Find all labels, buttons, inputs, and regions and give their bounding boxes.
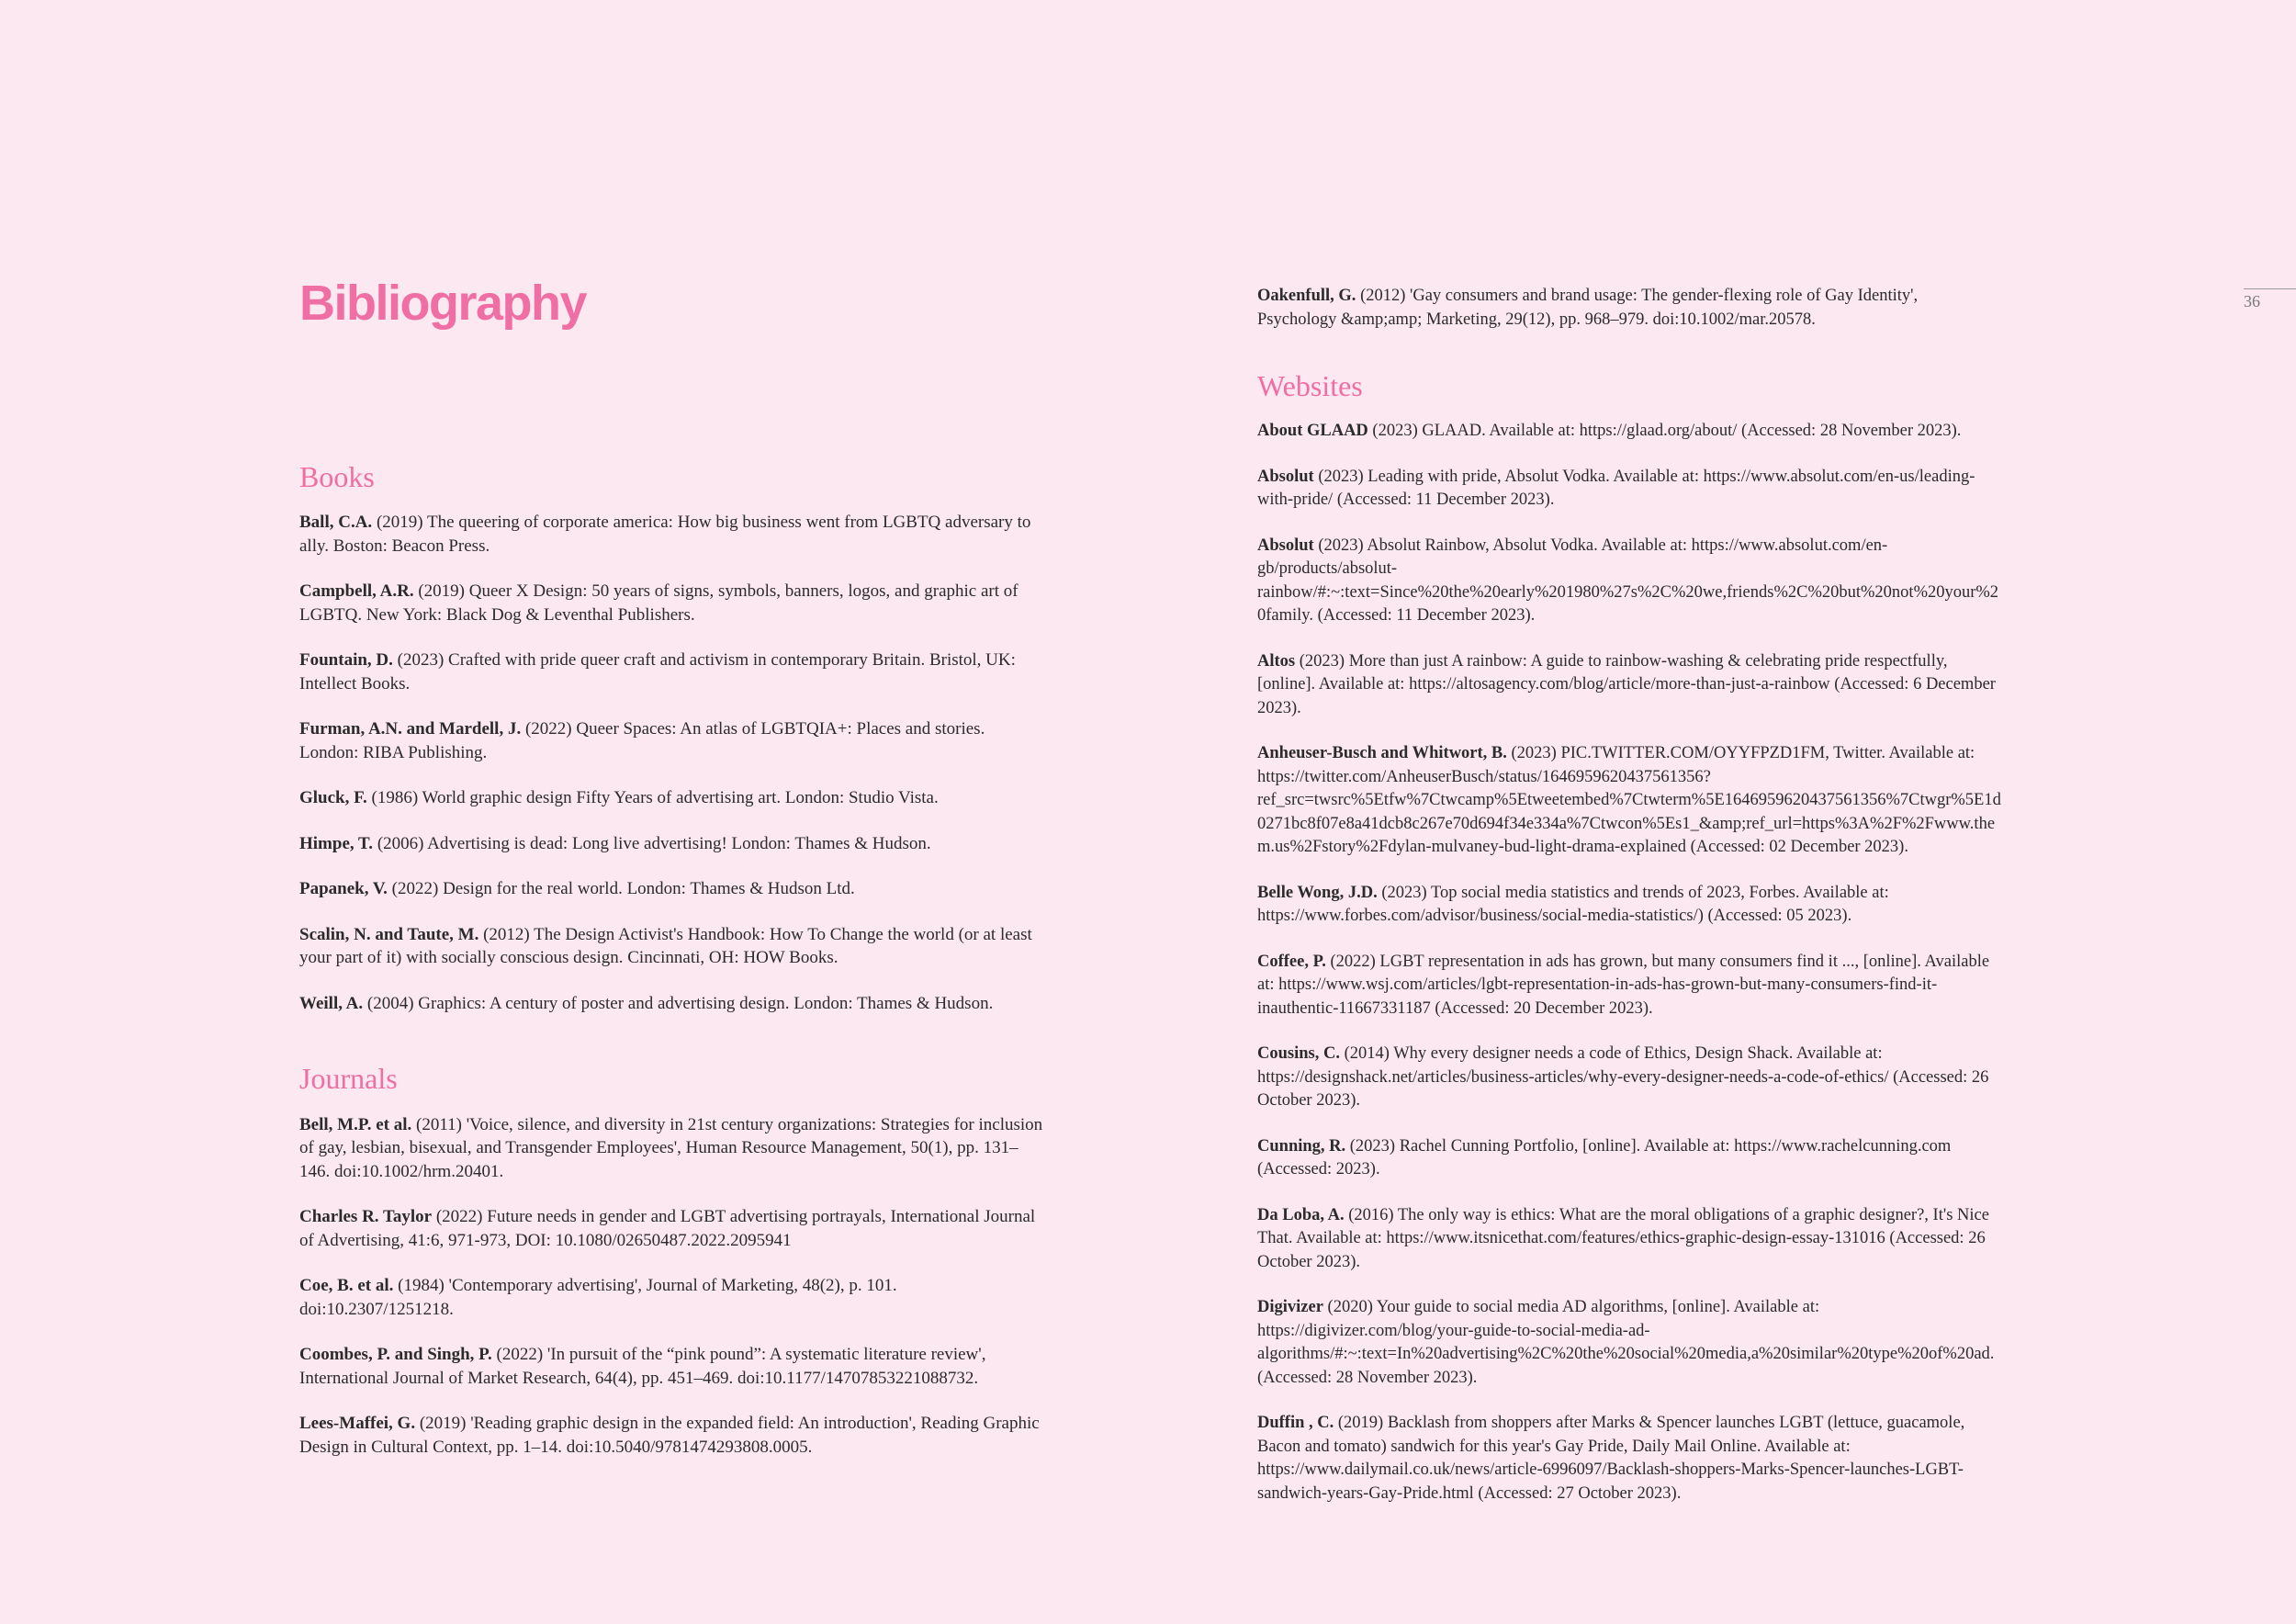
entry-author: Absolut bbox=[1257, 467, 1314, 486]
journals-continued-list bbox=[1257, 285, 2001, 332]
entry-author: Weill, A. bbox=[299, 993, 364, 1013]
entry-details: (2022) Queer Spaces: An atlas of LGBTQIA+: Places and stories. London: RIBA Publishing. bbox=[299, 719, 985, 762]
bibliography-entry bbox=[299, 786, 1043, 810]
entry-details: (2022) Future needs in gender and LGBT advertising portrayals, International Journal of Advertising, 41:6, 971-973, DOI: 10.1080/02650487.2022.2095941 bbox=[299, 1207, 1036, 1250]
entry-author: Altos bbox=[1257, 651, 1296, 671]
bibliography-entry bbox=[299, 877, 1043, 901]
bibliography-entry bbox=[299, 923, 1043, 970]
page-title: Bibliography bbox=[299, 276, 587, 331]
bibliography-entry bbox=[1257, 650, 2001, 721]
page-number-rule bbox=[2244, 288, 2296, 289]
bibliography-entry bbox=[299, 1412, 1043, 1459]
bibliography-entry bbox=[1257, 1043, 2001, 1113]
bibliography-entry bbox=[299, 832, 1043, 856]
bibliography-entry bbox=[1257, 420, 2001, 444]
entry-details: (2006) Advertising is dead: Long live advertising! London: Thames & Hudson. bbox=[373, 833, 931, 853]
bibliography-entry bbox=[1257, 882, 2001, 929]
bibliography-entry bbox=[299, 511, 1043, 558]
websites-heading: Websites bbox=[1257, 369, 1363, 402]
entry-details: (2022) 'In pursuit of the “pink pound”: A systematic literature review', International Journal of Market Research, 64(4), pp. 451–469. doi:10.1177/14707853221088732. bbox=[299, 1345, 986, 1388]
entry-details: (2023) More than just A rainbow: A guide to rainbow-washing & celebrating pride respectfully, [online]. Available at: https://altosagency.com/blog/article/more-than-just-a-rainbow (Accessed: 6 December 2023). bbox=[1257, 651, 1996, 717]
entry-details: (2014) Why every designer needs a code of Ethics, Design Shack. Available at: https://designshack.net/articles/business-articles/why-every-designer-needs-a-code-of-ethics/ (Accessed: 26 October 2023). bbox=[1257, 1044, 1989, 1111]
bibliography-entry bbox=[1257, 466, 2001, 513]
entry-author: Lees-Maffei, G. bbox=[299, 1414, 416, 1434]
entry-details: (2023) PIC.TWITTER.COM/OYYFPZD1FM, Twitter. Available at: https://twitter.com/AnheuserBusch/status/1646959620437561356?ref_src=twsrc%5Etfw%7Ctwcamp%5Etweetembed%7Ctwterm%5E1646959620437561356%7Ctwgr%5E1d0271bc8f07e8a41dcb8c267e70d694f34e334a%7Ctwcon%5Es1_&amp;ref_url=https%3A%2F%2Fwww.them.us%2Fstory%2Fdylan-mulvaney-bud-light-drama-explained (Accessed: 02 December 2023). bbox=[1257, 744, 2001, 857]
entry-details: (2023) Top social media statistics and trends of 2023, Forbes. Available at: https://www.forbes.com/advisor/business/social-media-statistics/) (Accessed: 05 2023). bbox=[1257, 883, 1889, 926]
bibliography-entry bbox=[299, 1205, 1043, 1252]
bibliography-entry bbox=[1257, 742, 2001, 860]
entry-details: (2019) Queer X Design: 50 years of signs, symbols, banners, logos, and graphic art of LGBTQ. New York: Black Dog & Leventhal Publishers. bbox=[299, 581, 1019, 625]
bibliography-entry bbox=[299, 1274, 1043, 1321]
books-section bbox=[299, 459, 1043, 1015]
entry-author: Campbell, A.R. bbox=[299, 581, 414, 602]
entry-author: Da Loba, A. bbox=[1257, 1205, 1345, 1224]
entry-details: (2019) The queering of corporate america: How big business went from LGBTQ adversary to ally. Boston: Beacon Press. bbox=[299, 513, 1031, 556]
bibliography-entry bbox=[1257, 1296, 2001, 1390]
bibliography-entry bbox=[1257, 1204, 2001, 1275]
journals-list bbox=[299, 1113, 1043, 1460]
entry-details: (2004) Graphics: A century of poster and advertising design. London: Thames & Hudson. bbox=[363, 993, 994, 1013]
bibliography-entry bbox=[1257, 951, 2001, 1021]
entry-details: (2019) Backlash from shoppers after Marks & Spencer launches LGBT (lettuce, guacamole, Bacon and tomato) sandwich for this year's Gay Pride, Daily Mail Online. Available at: https://www.dailymail.co.uk/news/article-6996097/Backlash-shoppers-Marks-Spencer-launches-LGBT-sandwich-years-Gay-Pride.html (Accessed: 27 October 2023). bbox=[1257, 1414, 1965, 1503]
bibliography-entry bbox=[1257, 1412, 2001, 1506]
bibliography-entry bbox=[299, 992, 1043, 1016]
entry-details: (2023) Leading with pride, Absolut Vodka. Available at: https://www.absolut.com/en-us/leading-with-pride/ (Accessed: 11 December 2023). bbox=[1257, 467, 1975, 510]
bibliography-entry bbox=[1257, 535, 2001, 628]
right-column bbox=[1257, 285, 2001, 1528]
bibliography-entry bbox=[299, 648, 1043, 695]
entry-details: (2012) 'Gay consumers and brand usage: The gender-flexing role of Gay Identity', Psychology &amp;amp; Marketing, 29(12), pp. 968–979. doi:10.1002/mar.20578. bbox=[1257, 287, 1919, 329]
books-heading: Books bbox=[299, 460, 375, 493]
entry-details: (2016) The only way is ethics: What are the moral obligations of a graphic designer?, It's Nice That. Available at: https://www.itsnicethat.com/features/ethics-graphic-design-essay-131016 (Accessed: 26 October 2023). bbox=[1257, 1205, 1989, 1271]
bibliography-entry bbox=[1257, 1135, 2001, 1182]
entry-author: Duffin , C. bbox=[1257, 1414, 1334, 1433]
bibliography-entry bbox=[299, 1113, 1043, 1184]
entry-author: Gluck, F. bbox=[299, 788, 367, 808]
entry-author: Cousins, C. bbox=[1257, 1044, 1340, 1064]
journals-section bbox=[299, 1061, 1043, 1459]
entry-details: (1986) World graphic design Fifty Years of advertising art. London: Studio Vista. bbox=[366, 788, 939, 808]
entry-details: (2022) Design for the real world. London: Thames & Hudson Ltd. bbox=[387, 879, 855, 899]
entry-details: (2022) LGBT representation in ads has grown, but many consumers find it ..., [online]. Available at: https://www.wsj.com/articles/lgbt-representation-in-ads-has-grown-but-many-consumers-find-it-inauthentic-11667331187 (Accessed: 20 December 2023). bbox=[1257, 952, 1990, 1018]
bibliography-entry bbox=[299, 717, 1043, 764]
entry-author: About GLAAD bbox=[1257, 422, 1368, 441]
entry-details: (2020) Your guide to social media AD algorithms, [online]. Available at: https://digivizer.com/blog/your-guide-to-social-media-ad-algorithms/#:~:text=In%20advertising%2C%20the%20social%20media,a%20similar%20type%20of%20ad. (Accessed: 28 November 2023). bbox=[1257, 1298, 1995, 1387]
entry-details: (2023) Crafted with pride queer craft and activism in contemporary Britain. Bristol, UK: Intellect Books. bbox=[299, 650, 1016, 694]
entry-author: Anheuser-Busch and Whitwort, B. bbox=[1257, 744, 1507, 763]
entry-author: Cunning, R. bbox=[1257, 1136, 1346, 1156]
websites-list bbox=[1257, 420, 2001, 1506]
entry-details: (1984) 'Contemporary advertising', Journal of Marketing, 48(2), p. 101. doi:10.2307/1251218. bbox=[299, 1276, 897, 1319]
entry-author: Bell, M.P. et al. bbox=[299, 1114, 412, 1134]
journals-heading: Journals bbox=[299, 1062, 398, 1096]
page-number: 36 bbox=[2244, 292, 2260, 310]
entry-author: Absolut bbox=[1257, 536, 1314, 555]
entry-author: Fountain, D. bbox=[299, 650, 393, 671]
entry-author: Coombes, P. and Singh, P. bbox=[299, 1345, 492, 1365]
entry-author: Papanek, V. bbox=[299, 879, 388, 899]
entry-details: (2023) GLAAD. Available at: https://glaad.org/about/ (Accessed: 28 November 2023). bbox=[1367, 422, 1962, 441]
bibliography-entry bbox=[299, 1343, 1043, 1390]
entry-author: Scalin, N. and Taute, M. bbox=[299, 924, 479, 944]
bibliography-entry bbox=[1257, 285, 2001, 332]
entry-details: (2019) 'Reading graphic design in the expanded field: An introduction', Reading Graphic Design in Cultural Context, pp. 1–14. doi:10.5040/9781474293808.0005. bbox=[299, 1414, 1040, 1457]
left-column bbox=[299, 459, 1043, 1505]
entry-author: Furman, A.N. and Mardell, J. bbox=[299, 719, 522, 739]
entry-details: (2023) Absolut Rainbow, Absolut Vodka. Available at: https://www.absolut.com/en-gb/products/absolut-rainbow/#:~:text=Since%20the%20early%201980%27s%2C%20we,friends%2C%20but%20not%20your%20family. (Accessed: 11 December 2023). bbox=[1257, 536, 1999, 626]
entry-details: (2011) 'Voice, silence, and diversity in 21st century organizations: Strategies for inclusion of gay, lesbian, bisexual, and Transgender Employees', Human Resource Management, 50(1), pp. 131–146. doi:10.1002/hrm.20401. bbox=[299, 1114, 1043, 1181]
books-list bbox=[299, 511, 1043, 1015]
entry-author: Digivizer bbox=[1257, 1298, 1323, 1317]
entry-details: (2023) Rachel Cunning Portfolio, [online]. Available at: https://www.rachelcunning.com (Accessed: 2023). bbox=[1257, 1136, 1952, 1179]
entry-details: (2012) The Design Activist's Handbook: How To Change the world (or at least your part of it) with socially conscious design. Cincinnati, OH: HOW Books. bbox=[299, 924, 1032, 968]
entry-author: Belle Wong, J.D. bbox=[1257, 883, 1378, 902]
entry-author: Coffee, P. bbox=[1257, 952, 1326, 971]
entry-author: Coe, B. et al. bbox=[299, 1276, 394, 1296]
entry-author: Oakenfull, G. bbox=[1257, 287, 1356, 305]
entry-author: Charles R. Taylor bbox=[299, 1207, 433, 1227]
entry-author: Ball, C.A. bbox=[299, 513, 373, 533]
bibliography-entry bbox=[299, 580, 1043, 626]
entry-author: Himpe, T. bbox=[299, 833, 374, 853]
